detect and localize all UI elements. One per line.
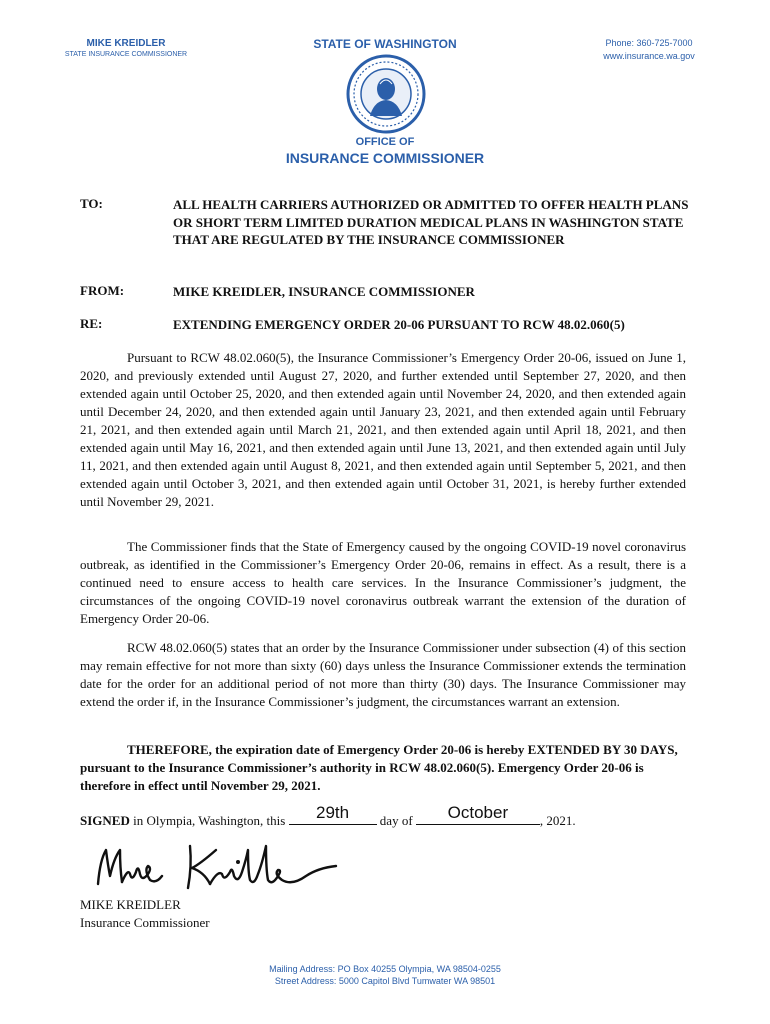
- signatory-block: [80, 896, 210, 932]
- memo-to-value: ALL HEALTH CARRIERS AUTHORIZED OR ADMITTED TO OFFER HEALTH PLANS OR SHORT TERM LIMITED DURATION MEDICAL PLANS IN WASHINGTON STATE THAT ARE REGULATED BY THE INSURANCE COMMISSIONER: [173, 197, 689, 247]
- body-paragraph-1: Pursuant to RCW 48.02.060(5), the Insurance Commissioner’s Emergency Order 20-06, issued on June 1, 2020, and previously extended until August 27, 2020, and further extended until September 27, 2020, and then extended again until October 25, 2020, and then extended again until November 24, 2020, and then extended again until December 24, 2020, and then extended again until January 23, 2021, and then extended again until February 21, 2021, and then extended again until March 21, 2021, and then extended again until April 18, 2021, and then extended again until May 16, 2021, and then extended again until June 13, 2021, and then extended again until July 11, 2021, and then extended again until August 8, 2021, and then extended again until September 5, 2021, and then extended again until October 3, 2021, and then extended again until October 31, 2021, is hereby further extended until November 29, 2021.: [80, 350, 686, 509]
- memo-from-label: FROM:: [80, 283, 125, 298]
- footer-addresses: [220, 963, 550, 987]
- phone-number: Phone: 360-725-7000: [605, 38, 693, 48]
- day-of-text: day of: [379, 813, 413, 828]
- signed-word: SIGNED: [80, 813, 130, 828]
- memo-re-label: RE:: [80, 316, 103, 331]
- commissioner-name-header: MIKE KREIDLER: [86, 38, 166, 49]
- signatory-title: Insurance Commissioner: [80, 915, 210, 930]
- signed-location-text: in Olympia, Washington, this: [133, 813, 286, 828]
- website-url: www.insurance.wa.gov: [603, 51, 695, 61]
- therefore-paragraph: THEREFORE, the expiration date of Emergency Order 20-06 is hereby EXTENDED BY 30 DAYS, pursuant to the Insurance Commissioner’s authority in RCW 48.02.060(5). Emergency Order 20-06 is therefore in effect until November 29, 2021.: [80, 742, 678, 793]
- office-name: INSURANCE COMMISSIONER: [285, 150, 485, 166]
- month-value: October: [447, 803, 509, 822]
- month-field: [416, 803, 540, 825]
- signatory-name: MIKE KREIDLER: [80, 897, 181, 912]
- memo-re-value: EXTENDING EMERGENCY ORDER 20-06 PURSUANT TO RCW 48.02.060(5): [173, 317, 625, 332]
- mailing-address: Mailing Address: PO Box 40255 Olympia, WA 98504-0255: [269, 964, 501, 974]
- letterhead-contact: [594, 37, 704, 63]
- memo-from-value: MIKE KREIDLER, INSURANCE COMMISSIONER: [173, 284, 475, 299]
- day-value: 29th: [316, 803, 350, 822]
- office-of-label: OFFICE OF: [355, 136, 415, 148]
- body-paragraph-2: The Commissioner finds that the State of Emergency caused by the ongoing COVID-19 novel coronavirus outbreak, as identified in the Commissioner’s Emergency Order 20-06, remains in effect. As a result, there is a continued need to ensure access to health care services. In the Insurance Commissioner’s judgment, the circumstances of the ongoing COVID-19 novel coronavirus outbreak warrant the extension of the duration of Emergency Order 20-06.: [80, 539, 686, 626]
- commissioner-title-header: STATE INSURANCE COMMISSIONER: [64, 51, 188, 58]
- year-text: , 2021.: [539, 813, 576, 828]
- state-name-header: STATE OF WASHINGTON: [313, 37, 457, 51]
- day-field: [289, 803, 377, 825]
- handwritten-signature: [92, 836, 342, 896]
- body-paragraph-3: RCW 48.02.060(5) states that an order by the Insurance Commissioner under subsection (4) of this section may remain effective for not more than sixty (60) days unless the Insurance Commissioner extends the termination date for the order for an additional period of not more than thirty (30) days. The Insurance Commissioner may extend the order if, in the Insurance Commissioner’s judgment, the circumstances warrant an extension.: [80, 640, 686, 709]
- signed-line: [80, 803, 700, 829]
- memo-to-label: TO:: [80, 196, 103, 211]
- washington-state-seal-icon: [346, 54, 426, 134]
- street-address: Street Address: 5000 Capitol Blvd Tumwater WA 98501: [274, 976, 496, 986]
- letterhead-left: [56, 38, 196, 59]
